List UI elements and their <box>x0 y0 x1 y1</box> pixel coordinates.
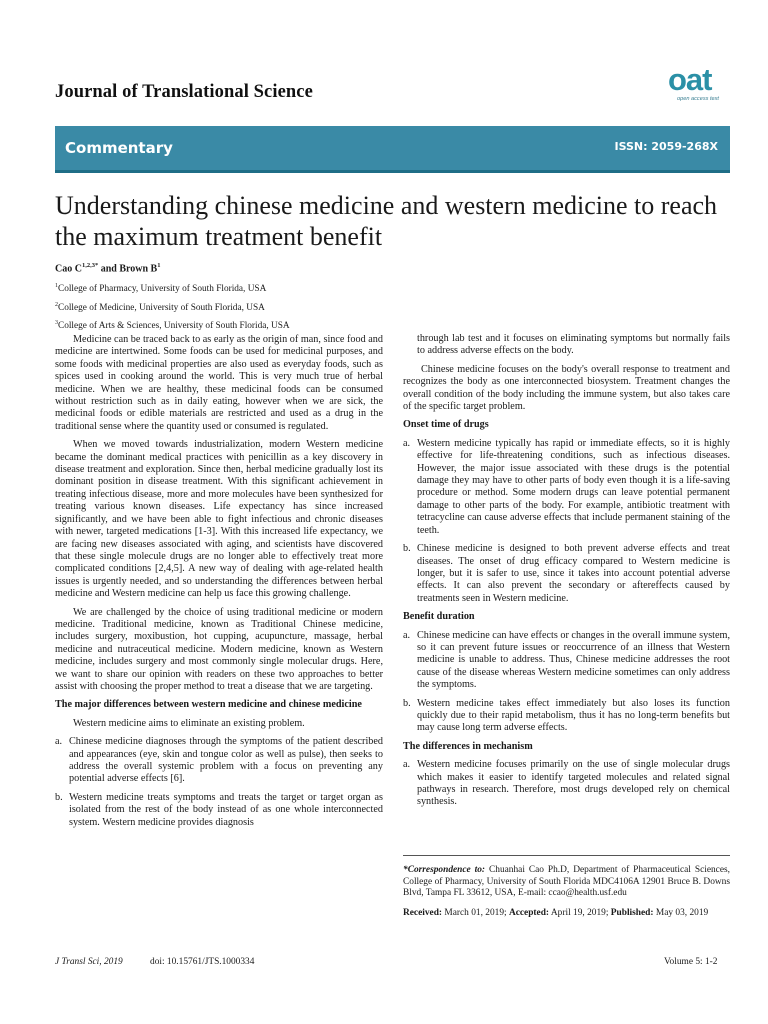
list-marker: b. <box>403 697 411 709</box>
body-paragraph: We are challenged by the choice of using traditional medicine or modern medicine. Traditional medicine, known as Traditional Chinese medicine, includes surgery, moxibustion, hot cupping, acupuncture, massage, herbal medicine and nutraceutical medicine. Modern medicine, known as Western medicine, includes surgery and most commonly single molecular drugs. Here, we want to share our opinion with readers on these two approaches to better assist with choosing the proper method to treat a disease that we are targeting. <box>55 606 383 692</box>
list-marker: a. <box>55 736 63 748</box>
list-marker: b. <box>403 543 411 555</box>
list-item <box>55 792 383 829</box>
onset-list <box>403 438 730 605</box>
list-item-text: Western medicine typically has rapid or immediate effects, so it is highly effective for life-threatening conditions, such as infectious diseases. However, the major issue associated with these drugs is the potential damage they may have to other parts of body even though it is a life-saving procedure or method. Some modern drugs can leave potential permanent damage to other parts of the body. For example, antibiotic treatment with tetracycline can cause adverse effects that include permanent staining of the teeth. <box>417 437 730 536</box>
affiliation-text: College of Arts & Sciences, University of South Florida, USA <box>58 321 290 332</box>
footer-citation: J Transl Sci, 2019 <box>55 957 123 967</box>
affiliation-text: College of Medicine, University of South Florida, USA <box>58 302 265 313</box>
author-name: Cao C <box>55 263 82 275</box>
footer-doi: doi: 10.15761/JTS.1000334 <box>150 957 255 967</box>
body-paragraph: When we moved towards industrialization, modern Western medicine became the dominant medical practices with penicillin as a key discovery in disease treatment and exploration. Since then, herbal medicine gradually lost its dominant position in disease treatment. With this significant achievement in treating infectious disease, more and more molecules have been synthesized for treating various known diseases. Life expectancy has since increased significantly, and we have been able to fight infectious and chronic diseases with newer, targeted medications [1-3]. With this increased life expectancy, we are facing new diseases associated with aging, and scientists have discovered that these single molecule drugs are no longer able to effectively treat more complicated conditions [2,4,5]. A new way of dealing with age-related health issues is urgently needed, and so understanding the differences between herbal medicine and Western medicine can help us face this growing challenge. <box>55 439 383 600</box>
affiliation-sup: 3 <box>55 320 58 327</box>
affiliation-item <box>55 279 290 298</box>
list-item <box>403 698 730 735</box>
list-item-text: Western medicine takes effect immediately but also loses its function quickly due to their rapid metabolism, thus it has no long-term benefits but may cause long term adverse effects. <box>417 697 730 734</box>
accepted-date: April 19, 2019 <box>550 907 606 918</box>
list-item <box>403 438 730 537</box>
article-type-banner <box>55 126 730 173</box>
accepted-label: Accepted: <box>508 907 550 918</box>
author-affiliation-sup: 1 <box>157 262 161 269</box>
correspondence-note <box>403 865 730 900</box>
list-item <box>403 543 730 605</box>
logo-tagline: open access text <box>677 96 719 102</box>
article-title: Understanding chinese medicine and western medicine to reach the maximum treatment benefit <box>55 191 718 251</box>
list-marker: a. <box>403 759 411 771</box>
author-affiliation-sup: 1,2,3* <box>81 262 99 269</box>
affiliation-item <box>55 298 290 317</box>
author-list <box>55 262 160 274</box>
benefit-list <box>403 630 730 735</box>
mechanism-list <box>403 759 730 809</box>
received-label: Received: <box>403 907 443 918</box>
list-item-text: through lab test and it focuses on eliminating symptoms but normally fails to address adverse effects on the body. <box>417 333 730 357</box>
body-paragraph: Western medicine aims to eliminate an existing problem. <box>73 717 305 729</box>
list-item-text: Western medicine focuses primarily on the use of single molecular drugs which makes it easier to identify targeted molecules and related signal pathways in research. Therefore, most drugs developed rely on chemical synthesis. <box>417 759 730 808</box>
list-item <box>403 759 730 809</box>
body-paragraph: Medicine can be traced back to as early as the origin of man, since food and medicine are intertwined. Some foods can be used for medicinal purposes, and some foods with medicinal properties are also used as everyday foods, such as spices used in cooking around the world. This is very much true of herbal medicine. When we are healthy, these medicinal foods can be consumed without restriction such as in daily eating, however when we are sick, the medicinal foods or edible materials are restricted and used as a drug in the traditional sense where the quantity used or consumed is regulated. <box>55 334 383 432</box>
journal-title: Journal of Translational Science <box>55 82 313 102</box>
author-joiner: and <box>98 263 120 275</box>
author-name: Brown B <box>119 263 158 275</box>
list-item-text: Chinese medicine can have effects or changes in the overall immune system, so it can prevent future issues or reoccurrence of an illness that Western medicine is unable to address. Thus, Chinese medicine addresses the root cause of the disease whereas Western medicine sometimes can only address the symptoms. <box>417 629 730 691</box>
footer-volume: Volume 5: 1-2 <box>664 957 718 967</box>
published-date: May 03, 2019 <box>655 907 709 918</box>
article-type-label: Commentary <box>65 139 173 157</box>
differences-list-continued <box>403 333 730 358</box>
list-item <box>403 630 730 692</box>
list-marker: a. <box>403 437 411 449</box>
body-paragraph: Chinese medicine focuses on the body's overall response to treatment and recognizes the body as one interconnected biosystem. Treatment changes the overall condition of the body including the immune system, but also takes care of the specific target problem. <box>403 363 730 413</box>
received-date: March 01, 2019 <box>444 907 505 918</box>
list-item-text: Chinese medicine is designed to both prevent adverse effects and treat diseases. The onset of drug efficacy compared to Western medicine is longer, but it is safer to use, since it takes into account potential adverse effects. It can also prevent the secondary or aftereffects caused by treatments seen in Western medicine. <box>417 543 730 604</box>
section-heading: The major differences between western medicine and chinese medicine <box>55 699 362 711</box>
affiliation-text: College of Pharmacy, University of South Florida, USA <box>58 284 267 295</box>
article-dates: Received: March 01, 2019; Accepted: April 19, 2019; Published: May 03, 2019 <box>403 907 709 918</box>
correspondence-label: *Correspondence to: <box>403 865 486 875</box>
list-item-continued <box>403 333 730 358</box>
body-column-left <box>55 334 383 835</box>
list-marker: a. <box>403 629 411 641</box>
list-marker: b. <box>55 791 63 803</box>
published-label: Published: <box>610 907 654 918</box>
differences-list <box>55 736 383 829</box>
list-item <box>55 736 383 786</box>
affiliation-sup: 1 <box>55 283 58 289</box>
issn-label: ISSN: 2059-268X <box>614 140 718 153</box>
correspondence-box <box>403 855 730 919</box>
affiliation-item <box>55 316 290 335</box>
affiliation-sup: 2 <box>55 301 58 308</box>
list-item-text: Chinese medicine diagnoses through the symptoms of the patient described and appearances (eye, skin and tongue color as well as pulse), then seeks to address the overall systemic problem with a focus on preventing any potential adverse effects [6]. <box>69 736 383 785</box>
logo-wordmark: oat <box>668 62 712 97</box>
correspondence-text: Chuanhai Cao Ph.D, Department of Pharmaceutical Sciences, College of Pharmacy, University of South Florida MDC4106A 12901 Bruce B. Downs Blvd, Tampa FL 33612, USA, E-mail: ccao@health.usf.edu <box>403 865 730 898</box>
list-item-text: Western medicine treats symptoms and treats the target or target organ as isolated from the rest of the body instead of as one whole interconnected system. Western medicine provides diagnosis <box>69 791 383 828</box>
section-heading: Onset time of drugs <box>403 419 489 431</box>
publisher-logo <box>668 64 734 110</box>
section-heading: The differences in mechanism <box>403 740 533 752</box>
section-heading: Benefit duration <box>403 611 475 623</box>
affiliation-list <box>55 279 290 335</box>
body-column-right <box>403 333 730 815</box>
